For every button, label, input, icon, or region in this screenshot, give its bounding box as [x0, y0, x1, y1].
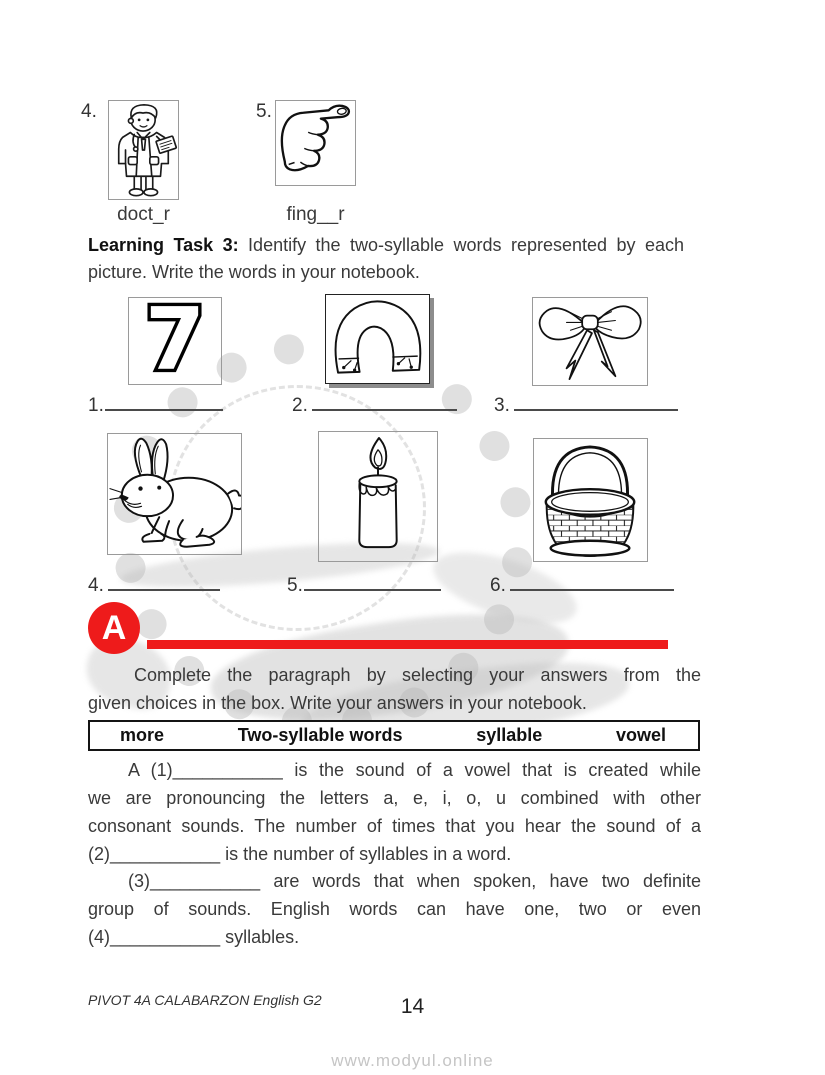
learning-task-3 [88, 232, 684, 286]
section-divider-bar [147, 640, 668, 649]
magnet-illustration [326, 295, 429, 383]
item4-caption: doct_r [117, 204, 170, 225]
rabbit-illustration [108, 434, 241, 554]
blank-5 [287, 574, 441, 597]
basket-image [533, 438, 648, 562]
word-choice-two-syllable-words: Two-syllable words [237, 725, 403, 745]
footer-module-title: PIVOT 4A CALABARZON English G2 [88, 992, 322, 1008]
task3-line2: picture. Write the words in your notebook. [88, 262, 420, 282]
candle-image [318, 431, 438, 562]
blank-5-number: 5. [287, 575, 303, 596]
candle-illustration [319, 432, 437, 561]
blank-3-number: 3. [494, 395, 510, 416]
item5-number: 5. [256, 101, 272, 122]
para1-line1: A (1)___________ is the sound of a vowel that is created while [128, 760, 701, 780]
para1-line4: (2)___________ is the number of syllables in a word. [88, 844, 512, 864]
blank-1 [88, 394, 223, 417]
pointing-hand-illustration [276, 101, 355, 185]
pointing-hand-image [275, 100, 356, 186]
section-a-instructions [88, 661, 701, 717]
word-choice-vowel: vowel [615, 725, 666, 745]
paragraph-1 [88, 756, 701, 868]
page-number: 14 [400, 995, 425, 1018]
instr-line1: Complete the paragraph by selecting your answers from the [134, 665, 701, 685]
para2-line2: group of sounds. English words can have one, two or even [88, 899, 701, 919]
blank-3 [494, 394, 678, 417]
blank-6-line [510, 574, 674, 591]
blank-1-number: 1. [88, 395, 104, 416]
word-choice-box [88, 720, 700, 751]
word-choice-more: more [120, 725, 165, 745]
para2-line1: (3)___________ are words that when spoken, have two definite [128, 871, 701, 891]
basket-illustration [534, 439, 647, 561]
para1-line3: consonant sounds. The number of times that you hear the sound of a [88, 816, 701, 836]
section-a-badge: A [88, 602, 140, 654]
number-seven-illustration [129, 298, 221, 384]
word-choice-syllable: syllable [476, 725, 543, 745]
task3-text: Identify the two-syllable words represented by each [238, 235, 684, 255]
seven-image [128, 297, 222, 385]
bow-image [532, 297, 648, 386]
instr-line2: given choices in the box. Write your answers in your notebook. [88, 693, 587, 713]
para2-line3: (4)___________ syllables. [88, 927, 300, 947]
paragraph-2 [88, 867, 701, 951]
site-watermark: www.modyul.online [331, 1051, 494, 1070]
magnet-image [325, 294, 430, 384]
task3-label: Learning Task 3: [88, 235, 239, 255]
doctor-illustration [109, 101, 178, 199]
blank-6-number: 6. [490, 575, 506, 596]
blank-1-line [105, 394, 223, 411]
para1-line2: we are pronouncing the letters a, e, i, o, u combined with other [88, 788, 701, 808]
rabbit-image [107, 433, 242, 555]
blank-6 [490, 574, 674, 597]
task3-line1 [88, 232, 684, 259]
blank-2-line [312, 394, 457, 411]
ribbon-bow-illustration [533, 298, 647, 385]
blank-4 [88, 574, 220, 597]
blank-3-line [514, 394, 678, 411]
blank-2 [292, 394, 457, 417]
blank-2-number: 2. [292, 395, 308, 416]
item4-number: 4. [81, 101, 97, 122]
blank-4-number: 4. [88, 575, 104, 596]
doctor-image [108, 100, 179, 200]
item5-caption: fing__r [286, 204, 345, 225]
seven-glyph: 7 [145, 298, 205, 384]
blank-4-line [108, 574, 220, 591]
blank-5-line [304, 574, 441, 591]
